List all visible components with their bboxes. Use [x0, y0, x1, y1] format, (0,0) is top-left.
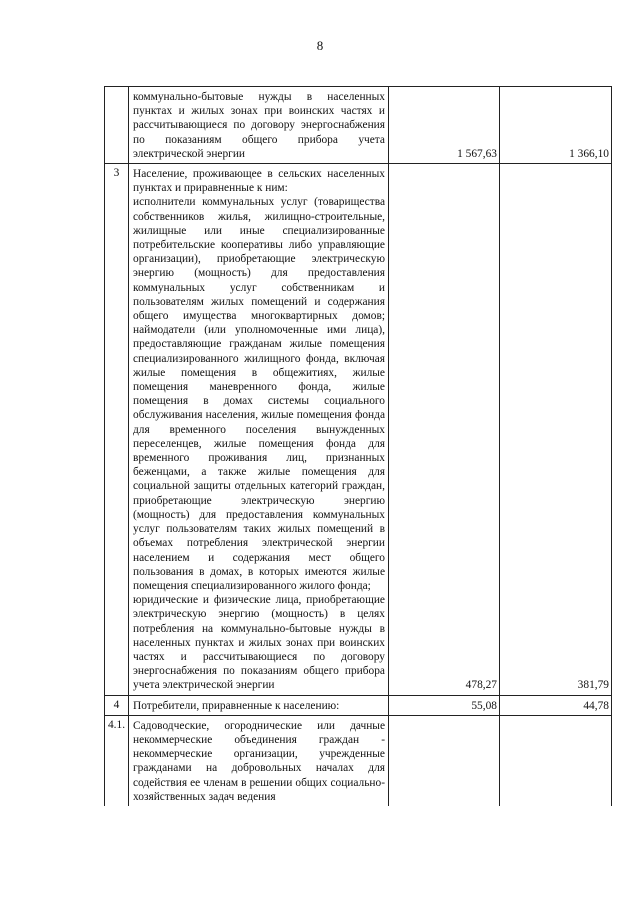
row-description — [129, 715, 389, 806]
value-col-2: 1 366,10 — [500, 87, 612, 164]
description-text: Потребители, приравненные к населению: — [133, 699, 340, 712]
row-number: 3 — [105, 164, 129, 696]
row-description — [129, 164, 389, 696]
value-col-1: 478,27 — [389, 164, 500, 696]
value-col-1: 55,08 — [389, 695, 500, 715]
page-number: 8 — [316, 38, 324, 53]
table-row — [105, 715, 612, 806]
description-text: коммунально-бытовые нужды в населенных пунктах и жилых зонах при воинских частях и рассчитывающиеся по договору энергоснабжения по показаниям общего прибора учета электрической энергии — [133, 91, 385, 160]
value-col-1 — [389, 715, 500, 806]
row-number: 4.1. — [105, 715, 129, 806]
row-number — [105, 87, 129, 164]
row-number: 4 — [105, 695, 129, 715]
tariff-table — [104, 86, 612, 806]
value-col-2: 44,78 — [500, 695, 612, 715]
value-col-2 — [500, 715, 612, 806]
value-col-2: 381,79 — [500, 164, 612, 696]
table-row — [105, 164, 612, 696]
table-row — [105, 695, 612, 715]
row-description — [129, 87, 389, 164]
description-executors: исполнители коммунальных услуг (товарищества собственников жилья, жилищно-строительные, жилищные или иные специализированные потребительские кооперативы либо управляющие организации), приобретающие электрическую энергию (мощность) для предоставления коммунальных услуг собственникам и пользователям жилых помещений и содержания общего имущества многоквартирных домов; наймодатели (или уполномоченные ими лица), предоставляющие гражданам жилые помещения специализированного жилищного фонда, включая жилые помещения в общежитиях, жилые помещения маневренного фонда, жилые помещения в домах системы социального обслуживания населения, жилые помещения фонда для временного поселения вынужденных переселенцев, жилые помещения фонда для временного проживания лиц, признанных беженцами, а также жилые помещения для социальной защиты отдельных категорий граждан, приобретающие электрическую энергию (мощность) для предоставления коммунальных услуг пользователям таких жилых помещений в объемах потребления электрической энергии населением и содержания мест общего пользования в домах, в которых имеются жилые помещения специализированного жилого фонда; — [133, 196, 385, 592]
value-col-1: 1 567,63 — [389, 87, 500, 164]
description-intro: Население, проживающее в сельских населенных пунктах и приравненные к ним: — [133, 168, 385, 195]
description-legal-entities: юридические и физические лица, приобретающие электрическую энергию (мощность) в целях потребления на коммунально-бытовые нужды в населенных пунктах и жилых зонах при воинских частях и рассчитывающиеся по договору энергоснабжения по показаниям общего прибора учета электрической энергии — [133, 594, 385, 692]
description-text: Садоводческие, огороднические или дачные некоммерческие объединения граждан - некоммерческие организации, учрежденные гражданами на добровольных началах для содействия ее членам в решении общих социально-хозяйственных задач ведения — [133, 719, 385, 803]
table-row — [105, 87, 612, 164]
row-description — [129, 695, 389, 715]
